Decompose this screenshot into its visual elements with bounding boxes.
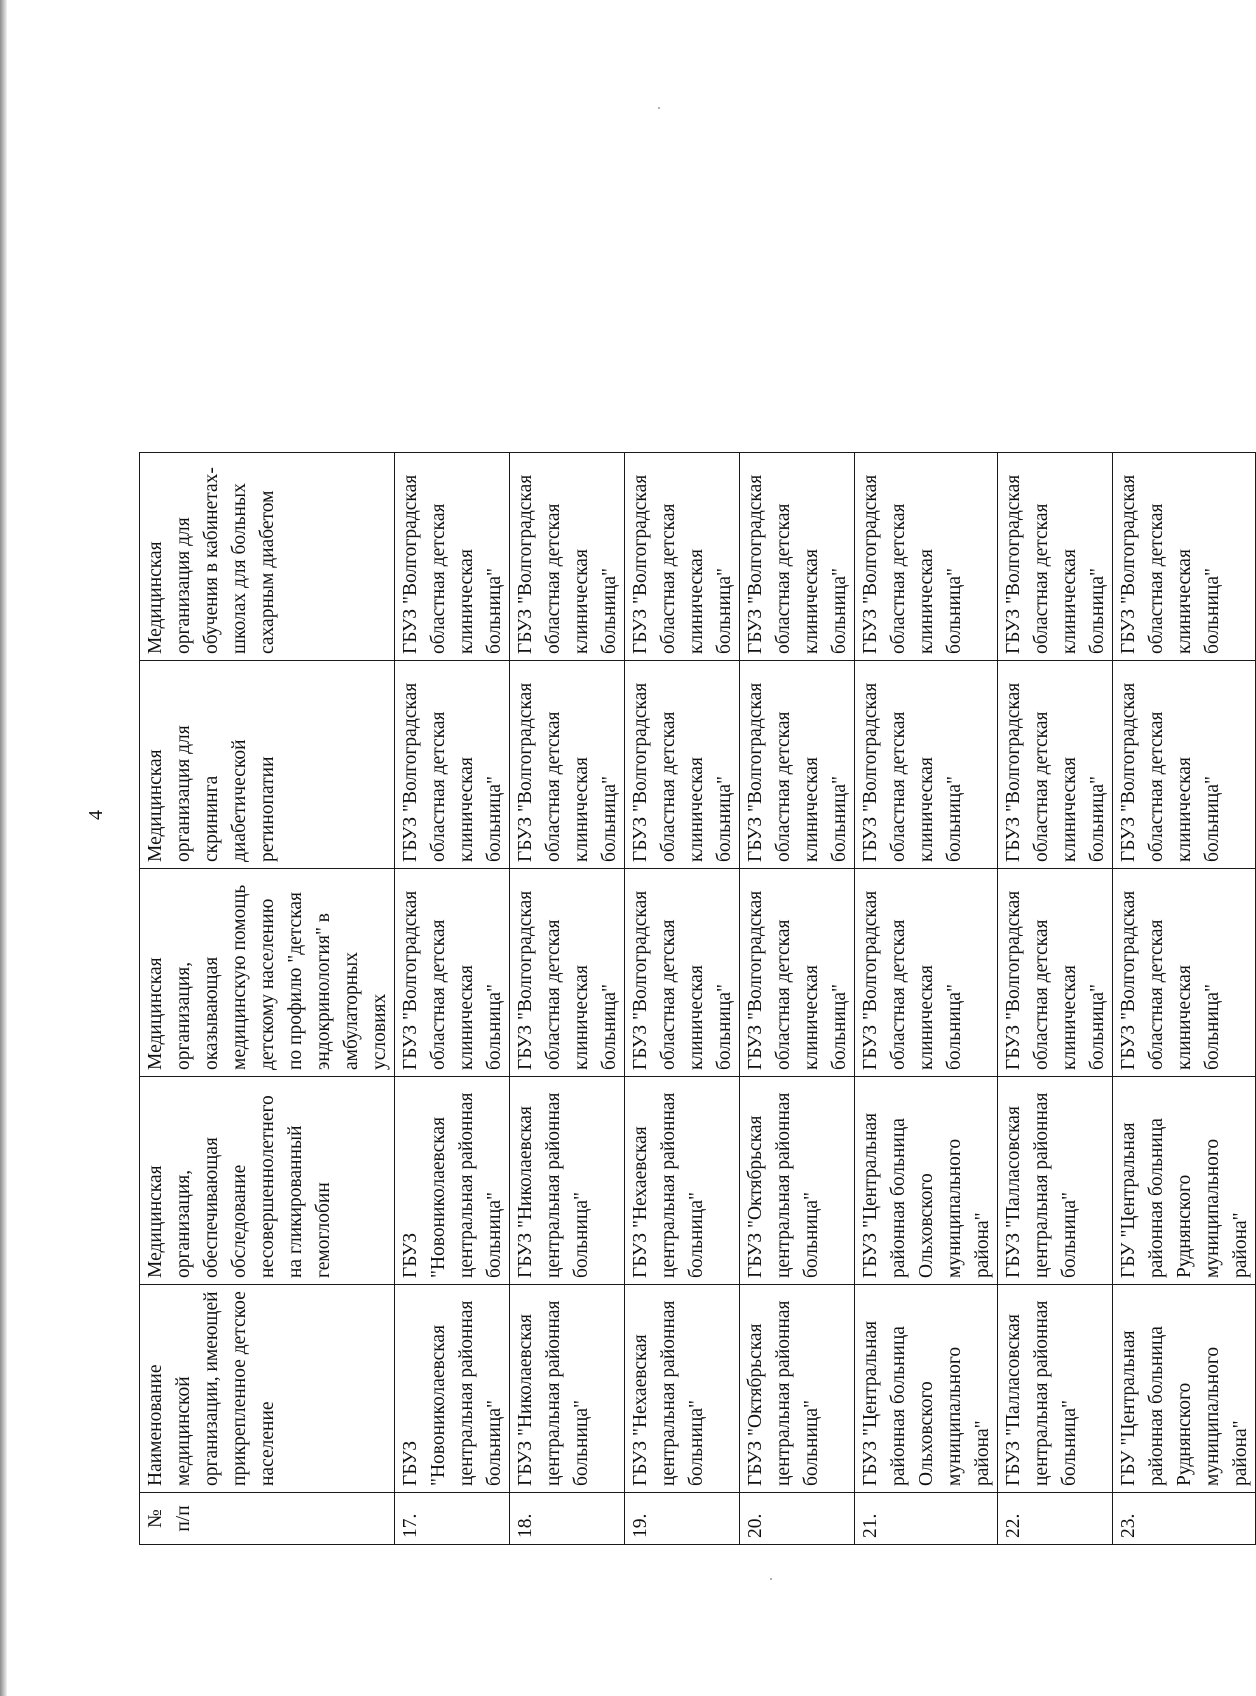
cell-endo-org: ГБУЗ "Волгоградская областная детская клиническая больница" [998,869,1113,1077]
scan-speck [658,107,660,109]
cell-hba1c-org: ГБУЗ "Октябрьская центральная районная больница" [740,1077,855,1285]
cell-attached-org: ГБУЗ "Октябрьская центральная районная больница" [740,1285,855,1493]
header-cell-endo-org: Медицинская организация, оказывающая медицинскую помощь детскому населению по профилю "детская эндокринология" в амбулаторных условиях [140,869,395,1077]
cell-num: 22. [998,1493,1113,1545]
scan-edge-shadow [0,0,7,1696]
cell-hba1c-org: ГБУЗ "Палласовская центральная районная больница" [998,1077,1113,1285]
cell-num: 18. [510,1493,625,1545]
cell-school-org: ГБУЗ "Волгоградская областная детская клиническая больница" [855,453,998,661]
cell-attached-org: ГБУЗ "Нехаевская центральная районная больница" [625,1285,740,1493]
header-cell-attached-org: Наименование медицинской организации, имеющей прикрепленное детское население [140,1285,395,1493]
cell-retinopathy-org: ГБУЗ "Волгоградская областная детская клиническая больница" [1113,661,1256,869]
table-row [740,125,855,1545]
cell-retinopathy-org: ГБУЗ "Волгоградская областная детская клиническая больница" [510,661,625,869]
cell-hba1c-org: ГБУЗ "Нехаевская центральная районная больница" [625,1077,740,1285]
cell-endo-org: ГБУЗ "Волгоградская областная детская клиническая больница" [1113,869,1256,1077]
cell-retinopathy-org: ГБУЗ "Волгоградская областная детская клиническая больница" [998,661,1113,869]
table-row [998,125,1113,1545]
cell-school-org: ГБУЗ "Волгоградская областная детская клиническая больница" [1113,453,1256,661]
cell-num: 20. [740,1493,855,1545]
table-row [625,125,740,1545]
cell-retinopathy-org: ГБУЗ "Волгоградская областная детская клиническая больница" [625,661,740,869]
header-cell-num: № п/п [140,1493,395,1545]
cell-endo-org: ГБУЗ "Волгоградская областная детская клиническая больница" [855,869,998,1077]
page-number: 4 [85,810,107,820]
cell-hba1c-org: ГБУ "Центральная районная больница Руднянского муниципального района" [1113,1077,1256,1285]
table-row [1113,125,1256,1545]
cell-attached-org: ГБУ "Центральная районная больница Руднянского муниципального района" [1113,1285,1256,1493]
cell-school-org: ГБУЗ "Волгоградская областная детская клиническая больница" [625,453,740,661]
cell-school-org: ГБУЗ "Волгоградская областная детская клиническая больница" [510,453,625,661]
cell-num: 17. [395,1493,510,1545]
table-row [395,125,510,1545]
table-row [510,125,625,1545]
table-header-row [140,125,395,1545]
cell-endo-org: ГБУЗ "Волгоградская областная детская клиническая больница" [395,869,510,1077]
cell-school-org: ГБУЗ "Волгоградская областная детская клиническая больница" [998,453,1113,661]
cell-attached-org: ГБУЗ "Палласовская центральная районная больница" [998,1285,1113,1493]
cell-attached-org: ГБУЗ "Николаевская центральная районная больница" [510,1285,625,1493]
cell-hba1c-org: ГБУЗ "Центральная районная больница Ольховского муниципального района" [855,1077,998,1285]
table-row [855,125,998,1545]
cell-endo-org: ГБУЗ "Волгоградская областная детская клиническая больница" [625,869,740,1077]
cell-attached-org: ГБУЗ "Центральная районная больница Ольховского муниципального района" [855,1285,998,1493]
table-body [140,125,1256,1545]
cell-school-org: ГБУЗ "Волгоградская областная детская клиническая больница" [740,453,855,661]
cell-retinopathy-org: ГБУЗ "Волгоградская областная детская клиническая больница" [395,661,510,869]
header-cell-school-org: Медицинская организация для обучения в кабинетах-школах для больных сахарным диабетом [140,453,395,661]
scan-speck [770,1578,772,1580]
cell-num: 23. [1113,1493,1256,1545]
cell-num: 19. [625,1493,740,1545]
cell-hba1c-org: ГБУЗ "Николаевская центральная районная больница" [510,1077,625,1285]
cell-hba1c-org: ГБУЗ "Новониколаевская центральная районная больница" [395,1077,510,1285]
cell-school-org: ГБУЗ "Волгоградская областная детская клиническая больница" [395,453,510,661]
cell-endo-org: ГБУЗ "Волгоградская областная детская клиническая больница" [740,869,855,1077]
cell-retinopathy-org: ГБУЗ "Волгоградская областная детская клиническая больница" [855,661,998,869]
cell-attached-org: ГБУЗ "Новониколаевская центральная районная больница" [395,1285,510,1493]
rotated-table-container [139,125,1251,1545]
cell-num: 21. [855,1493,998,1545]
header-cell-hba1c-org: Медицинская организация, обеспечивающая обследование несовершеннолетнего на гликированный гемоглобин [140,1077,395,1285]
cell-endo-org: ГБУЗ "Волгоградская областная детская клиническая больница" [510,869,625,1077]
header-cell-retinopathy-org: Медицинская организация для скрининга диабетической ретинопатии [140,661,395,869]
organizations-table [139,124,1256,1545]
cell-retinopathy-org: ГБУЗ "Волгоградская областная детская клиническая больница" [740,661,855,869]
